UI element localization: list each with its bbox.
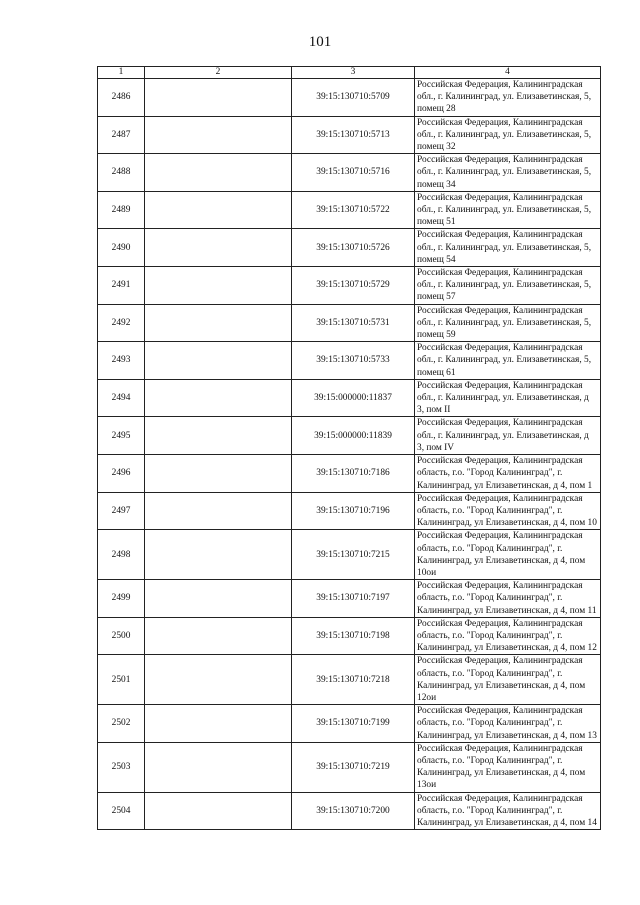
owner-cell bbox=[145, 191, 292, 229]
owner-cell bbox=[145, 455, 292, 493]
cadastral-number-cell: 39:15:130710:7186 bbox=[292, 455, 415, 493]
column-header: 2 bbox=[145, 67, 292, 79]
cadastral-number-cell: 39:15:130710:7198 bbox=[292, 617, 415, 655]
cadastral-number-cell: 39:15:130710:7200 bbox=[292, 792, 415, 830]
table-row bbox=[98, 617, 601, 655]
header-row bbox=[98, 67, 601, 79]
owner-cell bbox=[145, 417, 292, 455]
table-row bbox=[98, 705, 601, 743]
table-row bbox=[98, 116, 601, 154]
column-header: 3 bbox=[292, 67, 415, 79]
cadastral-number-cell: 39:15:000000:11839 bbox=[292, 417, 415, 455]
column-header: 4 bbox=[415, 67, 601, 79]
address-cell: Российская Федерация, Калининградская область, г.о. "Город Калининград", г. Калининград, ул Елизаветинская, д 4, пом 10 bbox=[415, 492, 601, 530]
table-row bbox=[98, 79, 601, 117]
table-row bbox=[98, 655, 601, 705]
address-cell: Российская Федерация, Калининградская обл., г. Калининград, ул. Елизаветинская, д 3, пом IV bbox=[415, 417, 601, 455]
table-row bbox=[98, 417, 601, 455]
table-row bbox=[98, 229, 601, 267]
owner-cell bbox=[145, 530, 292, 580]
cadastral-number-cell: 39:15:130710:5729 bbox=[292, 267, 415, 305]
address-cell: Российская Федерация, Калининградская область, г.о. "Город Калининград", г. Калининград, ул Елизаветинская, д 4, пом 11 bbox=[415, 580, 601, 618]
address-cell: Российская Федерация, Калининградская область, г.о. "Город Калининград", г. Калининград, ул Елизаветинская, д 4, пом 1 bbox=[415, 455, 601, 493]
owner-cell bbox=[145, 580, 292, 618]
cadastral-number-cell: 39:15:130710:5709 bbox=[292, 79, 415, 117]
row-number-cell: 2498 bbox=[98, 530, 145, 580]
row-number-cell: 2500 bbox=[98, 617, 145, 655]
owner-cell bbox=[145, 742, 292, 792]
owner-cell bbox=[145, 492, 292, 530]
row-number-cell: 2486 bbox=[98, 79, 145, 117]
cadastral-number-cell: 39:15:130710:5716 bbox=[292, 154, 415, 192]
row-number-cell: 2490 bbox=[98, 229, 145, 267]
row-number-cell: 2488 bbox=[98, 154, 145, 192]
table-row bbox=[98, 492, 601, 530]
address-cell: Российская Федерация, Калининградская обл., г. Калининград, ул. Елизаветинская, 5, помещ 57 bbox=[415, 267, 601, 305]
address-cell: Российская Федерация, Калининградская область, г.о. "Город Калининград", г. Калининград, ул Елизаветинская, д 4, пом 13 bbox=[415, 705, 601, 743]
owner-cell bbox=[145, 792, 292, 830]
row-number-cell: 2503 bbox=[98, 742, 145, 792]
owner-cell bbox=[145, 154, 292, 192]
owner-cell bbox=[145, 116, 292, 154]
row-number-cell: 2502 bbox=[98, 705, 145, 743]
address-cell: Российская Федерация, Калининградская обл., г. Калининград, ул. Елизаветинская, 5, помещ 34 bbox=[415, 154, 601, 192]
cadastral-number-cell: 39:15:130710:7197 bbox=[292, 580, 415, 618]
owner-cell bbox=[145, 379, 292, 417]
cadastral-number-cell: 39:15:130710:7219 bbox=[292, 742, 415, 792]
row-number-cell: 2501 bbox=[98, 655, 145, 705]
cadastral-number-cell: 39:15:130710:5722 bbox=[292, 191, 415, 229]
owner-cell bbox=[145, 229, 292, 267]
owner-cell bbox=[145, 79, 292, 117]
address-cell: Российская Федерация, Калининградская обл., г. Калининград, ул. Елизаветинская, д 3, пом II bbox=[415, 379, 601, 417]
table-body bbox=[98, 79, 601, 830]
row-number-cell: 2493 bbox=[98, 342, 145, 380]
table-row bbox=[98, 455, 601, 493]
address-cell: Российская Федерация, Калининградская обл., г. Калининград, ул. Елизаветинская, 5, помещ 61 bbox=[415, 342, 601, 380]
address-cell: Российская Федерация, Калининградская область, г.о. "Город Калининград", г. Калининград, ул Елизаветинская, д 4, пом 14 bbox=[415, 792, 601, 830]
address-cell: Российская Федерация, Калининградская обл., г. Калининград, ул. Елизаветинская, 5, помещ 54 bbox=[415, 229, 601, 267]
owner-cell bbox=[145, 304, 292, 342]
row-number-cell: 2496 bbox=[98, 455, 145, 493]
owner-cell bbox=[145, 267, 292, 305]
table-row bbox=[98, 304, 601, 342]
address-cell: Российская Федерация, Калининградская область, г.о. "Город Калининград", г. Калининград, ул Елизаветинская, д 4, пом 12ои bbox=[415, 655, 601, 705]
table-row bbox=[98, 267, 601, 305]
owner-cell bbox=[145, 617, 292, 655]
row-number-cell: 2504 bbox=[98, 792, 145, 830]
address-cell: Российская Федерация, Калининградская обл., г. Калининград, ул. Елизаветинская, 5, помещ 51 bbox=[415, 191, 601, 229]
owner-cell bbox=[145, 705, 292, 743]
table-row bbox=[98, 154, 601, 192]
cadastral-number-cell: 39:15:130710:5713 bbox=[292, 116, 415, 154]
page-number: 101 bbox=[308, 34, 332, 50]
cadastral-number-cell: 39:15:130710:7196 bbox=[292, 492, 415, 530]
row-number-cell: 2495 bbox=[98, 417, 145, 455]
cadastral-number-cell: 39:15:000000:11837 bbox=[292, 379, 415, 417]
row-number-cell: 2491 bbox=[98, 267, 145, 305]
address-cell: Российская Федерация, Калининградская обл., г. Калининград, ул. Елизаветинская, 5, помещ 28 bbox=[415, 79, 601, 117]
row-number-cell: 2494 bbox=[98, 379, 145, 417]
table-row bbox=[98, 742, 601, 792]
owner-cell bbox=[145, 655, 292, 705]
address-cell: Российская Федерация, Калининградская обл., г. Калининград, ул. Елизаветинская, 5, помещ 32 bbox=[415, 116, 601, 154]
cadastral-number-cell: 39:15:130710:7199 bbox=[292, 705, 415, 743]
row-number-cell: 2497 bbox=[98, 492, 145, 530]
table-row bbox=[98, 792, 601, 830]
address-cell: Российская Федерация, Калининградская область, г.о. "Город Калининград", г. Калининград, ул Елизаветинская, д 4, пом 12 bbox=[415, 617, 601, 655]
row-number-cell: 2499 bbox=[98, 580, 145, 618]
table-row bbox=[98, 379, 601, 417]
table-row bbox=[98, 191, 601, 229]
row-number-cell: 2489 bbox=[98, 191, 145, 229]
row-number-cell: 2487 bbox=[98, 116, 145, 154]
registry-table bbox=[97, 66, 601, 830]
table-row bbox=[98, 580, 601, 618]
address-cell: Российская Федерация, Калининградская область, г.о. "Город Калининград", г. Калининград, ул Елизаветинская, д 4, пом 13ои bbox=[415, 742, 601, 792]
address-cell: Российская Федерация, Калининградская обл., г. Калининград, ул. Елизаветинская, 5, помещ 59 bbox=[415, 304, 601, 342]
address-cell: Российская Федерация, Калининградская область, г.о. "Город Калининград", г. Калининград, ул Елизаветинская, д 4, пом 10ои bbox=[415, 530, 601, 580]
column-header: 1 bbox=[98, 67, 145, 79]
cadastral-number-cell: 39:15:130710:5733 bbox=[292, 342, 415, 380]
table-row bbox=[98, 530, 601, 580]
cadastral-number-cell: 39:15:130710:5731 bbox=[292, 304, 415, 342]
row-number-cell: 2492 bbox=[98, 304, 145, 342]
cadastral-number-cell: 39:15:130710:5726 bbox=[292, 229, 415, 267]
owner-cell bbox=[145, 342, 292, 380]
cadastral-number-cell: 39:15:130710:7215 bbox=[292, 530, 415, 580]
cadastral-number-cell: 39:15:130710:7218 bbox=[292, 655, 415, 705]
table-row bbox=[98, 342, 601, 380]
